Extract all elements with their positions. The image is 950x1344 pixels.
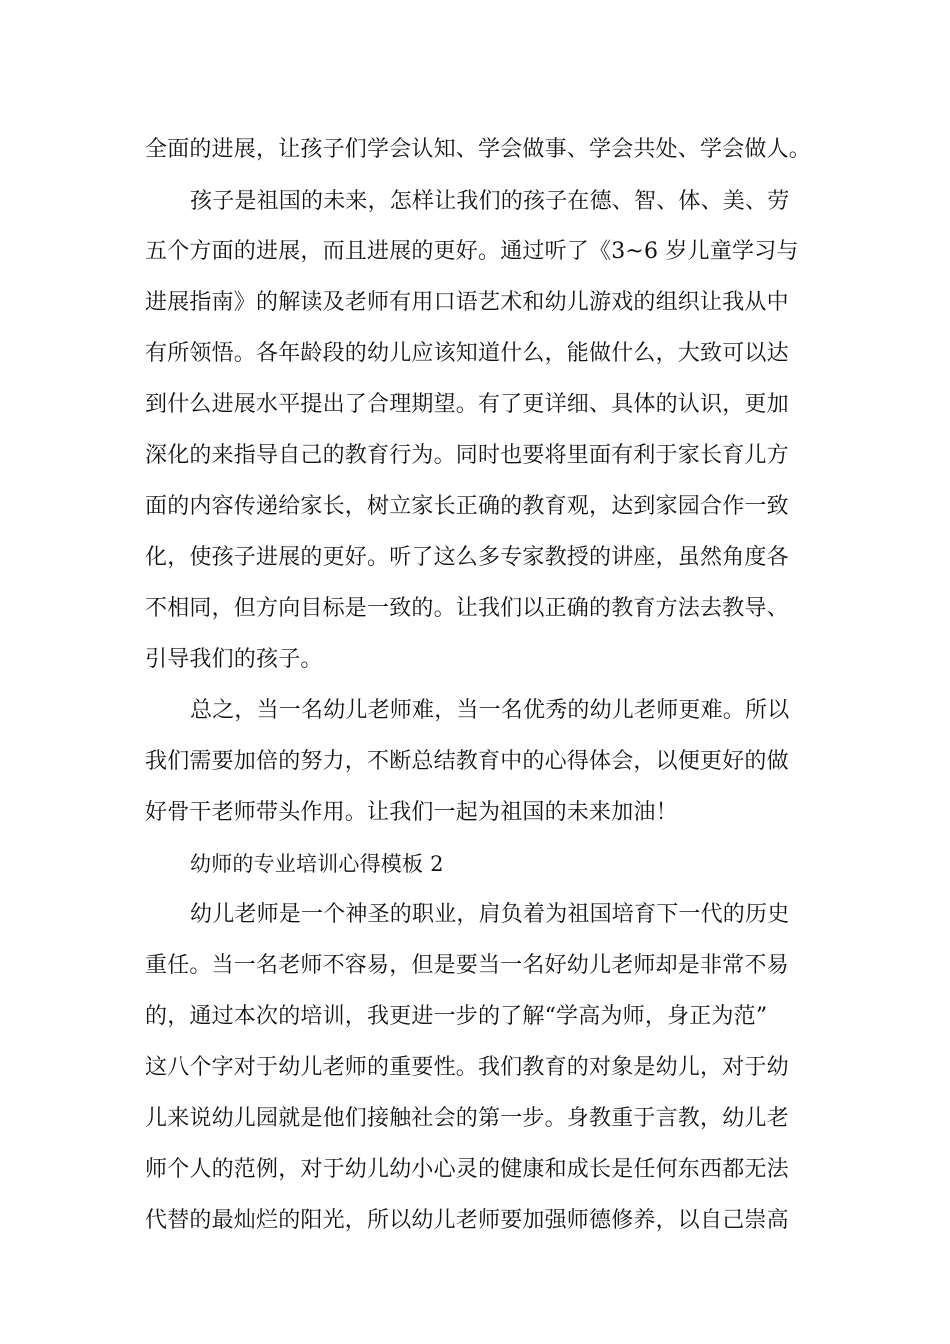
text-line: 儿来说幼儿园就是他们接触社会的第一步。身教重于言教，幼儿老 <box>145 1106 789 1131</box>
text-line: 代替的最灿烂的阳光，所以幼儿老师要加强师德修养，以自己崇高 <box>145 1208 789 1233</box>
text-line: 面的内容传递给家长，树立家长正确的教育观，达到家园合作一致 <box>145 494 789 519</box>
text-line: 深化的来指导自己的教育行为。同时也要将里面有利于家长育儿方 <box>145 443 789 468</box>
text-line: 不相同，但方向目标是一致的。让我们以正确的教育方法去教导、 <box>145 596 789 621</box>
text-line: 进展指南》的解读及老师有用口语艺术和幼儿游戏的组织让我从中 <box>145 290 789 315</box>
text-line: 引导我们的孩子。 <box>145 647 323 672</box>
section-heading: 幼师的专业培训心得模板 2 <box>190 852 444 876</box>
text-line: 全面的进展，让孩子们学会认知、学会做事、学会共处、学会做人。 <box>145 137 812 162</box>
text-line: 五个方面的进展，而且进展的更好。通过听了《3~6 岁儿童学习与 <box>145 239 799 264</box>
text-line: 幼儿老师是一个神圣的职业，肩负着为祖国培育下一代的历史 <box>190 902 790 927</box>
text-line: 重任。当一名老师不容易，但是要当一名好幼儿老师却是非常不易 <box>145 953 789 978</box>
text-line: 我们需要加倍的努力，不断总结教育中的心得体会，以便更好的做 <box>145 749 789 774</box>
text-line: 到什么进展水平提出了合理期望。有了更详细、具体的认识，更加 <box>145 392 789 417</box>
text-line: 这八个字对于幼儿老师的重要性。我们教育的对象是幼儿，对于幼 <box>145 1055 789 1080</box>
text-line: 好骨干老师带头作用。让我们一起为祖国的未来加油！ <box>145 800 678 825</box>
text-line: 师个人的范例，对于幼儿幼小心灵的健康和成长是任何东西都无法 <box>145 1157 789 1182</box>
text-line: 孩子是祖国的未来，怎样让我们的孩子在德、智、体、美、劳 <box>190 189 790 214</box>
text-line: 的，通过本次的培训，我更进一步的了解“学高为师，身正为范” <box>145 1004 768 1029</box>
text-line: 有所领悟。各年龄段的幼儿应该知道什么，能做什么，大致可以达 <box>145 341 789 366</box>
text-line: 总之，当一名幼儿老师难，当一名优秀的幼儿老师更难。所以 <box>190 698 790 723</box>
text-line: 化，使孩子进展的更好。听了这么多专家教授的讲座，虽然角度各 <box>145 545 789 570</box>
